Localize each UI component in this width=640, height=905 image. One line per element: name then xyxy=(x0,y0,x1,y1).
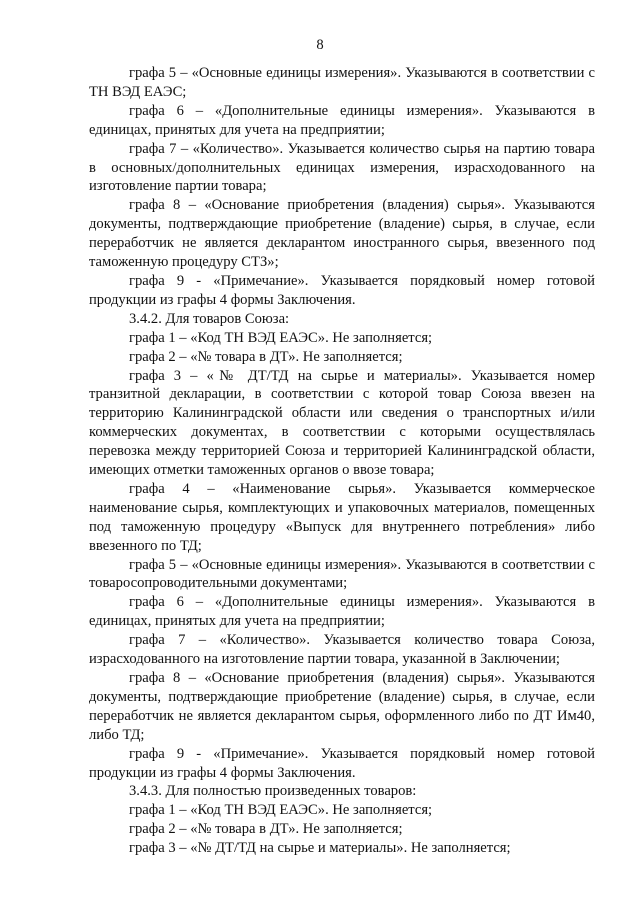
paragraph-grafa-8-acquisition-basis: графа 8 – «Основание приобретения (владения) сырья». Указываются документы, подтверждающие приобретение (владение) сырья, в случае, если переработчик не является декларантом сырья, оформленного либо по ДТ Им40, либо ТД; xyxy=(89,670,595,743)
document-body xyxy=(89,64,595,858)
paragraph-grafa-7-quantity: графа 7 – «Количество». Указывается количество сырья на партию товара в основных/дополнительных единицах измерения, израсходованного на изготовление партии товара; xyxy=(89,140,595,195)
section-heading-3-4-2: 3.4.2. Для товаров Союза: xyxy=(129,310,290,327)
paragraph-grafa-3-declaration: графа 3 – «№ ДТ/ТД на сырье и материалы». Не заполняется; xyxy=(129,840,511,857)
paragraph-grafa-2-item-number: графа 2 – «№ товара в ДТ». Не заполняется; xyxy=(129,348,403,365)
paragraph-grafa-7-quantity: графа 7 – «Количество». Указывается количество товара Союза, израсходованного на изготовление партии товара, указанной в Заключении; xyxy=(89,632,595,668)
paragraph-grafa-9-note: графа 9 - «Примечание». Указывается порядковый номер готовой продукции из графы 4 формы Заключения. xyxy=(89,272,595,308)
paragraph-grafa-6-additional-units: графа 6 – «Дополнительные единицы измерения». Указываются в единицах, принятых для учета на предприятии; xyxy=(89,102,595,138)
paragraph-grafa-5-units: графа 5 – «Основные единицы измерения». Указываются в соответствии с товаросопроводительными документами; xyxy=(89,556,595,592)
paragraph-grafa-3-declaration: графа 3 – «№ ДТ/ТД на сырье и материалы». Указывается номер транзитной декларации, в соответствии с которой товар Союза ввезен на территорию Калининградской области или сведения о транспортных и/или коммерческих документах, в соответствии с которыми осуществлялась перевозка между территорией Союза и территорией Калининградской области, имеющих отметки таможенных органов о ввозе товара; xyxy=(89,367,595,479)
section-heading-3-4-3: 3.4.3. Для полностью произведенных товаров: xyxy=(129,783,417,800)
paragraph-grafa-2-item-number: графа 2 – «№ товара в ДТ». Не заполняется; xyxy=(129,821,403,838)
paragraph-grafa-1-code: графа 1 – «Код ТН ВЭД ЕАЭС». Не заполняется; xyxy=(129,802,433,819)
paragraph-grafa-6-additional-units: графа 6 – «Дополнительные единицы измерения». Указываются в единицах, принятых для учета на предприятии; xyxy=(89,594,595,630)
paragraph-grafa-5-units: графа 5 – «Основные единицы измерения». Указываются в соответствии с ТН ВЭД ЕАЭС; xyxy=(89,65,595,100)
paragraph-grafa-8-acquisition-basis: графа 8 – «Основание приобретения (владения) сырья». Указываются документы, подтверждающие приобретение (владение) сырья, в случае, если переработчик не является декларантом иностранного сырья, ввезенного под таможенную процедуру СТЗ»; xyxy=(89,197,595,271)
paragraph-grafa-9-note: графа 9 - «Примечание». Указывается порядковый номер готовой продукции из графы 4 формы Заключения. xyxy=(89,745,595,781)
paragraph-grafa-4-raw-material-name: графа 4 – «Наименование сырья». Указывается коммерческое наименование сырья, комплектующих и упаковочных материалов, помещенных под таможенную процедуру «Выпуск для внутреннего потребления» либо ввезенного по ТД; xyxy=(89,480,595,554)
paragraph-grafa-1-code: графа 1 – «Код ТН ВЭД ЕАЭС». Не заполняется; xyxy=(129,329,433,346)
page-number: 8 xyxy=(316,37,324,53)
